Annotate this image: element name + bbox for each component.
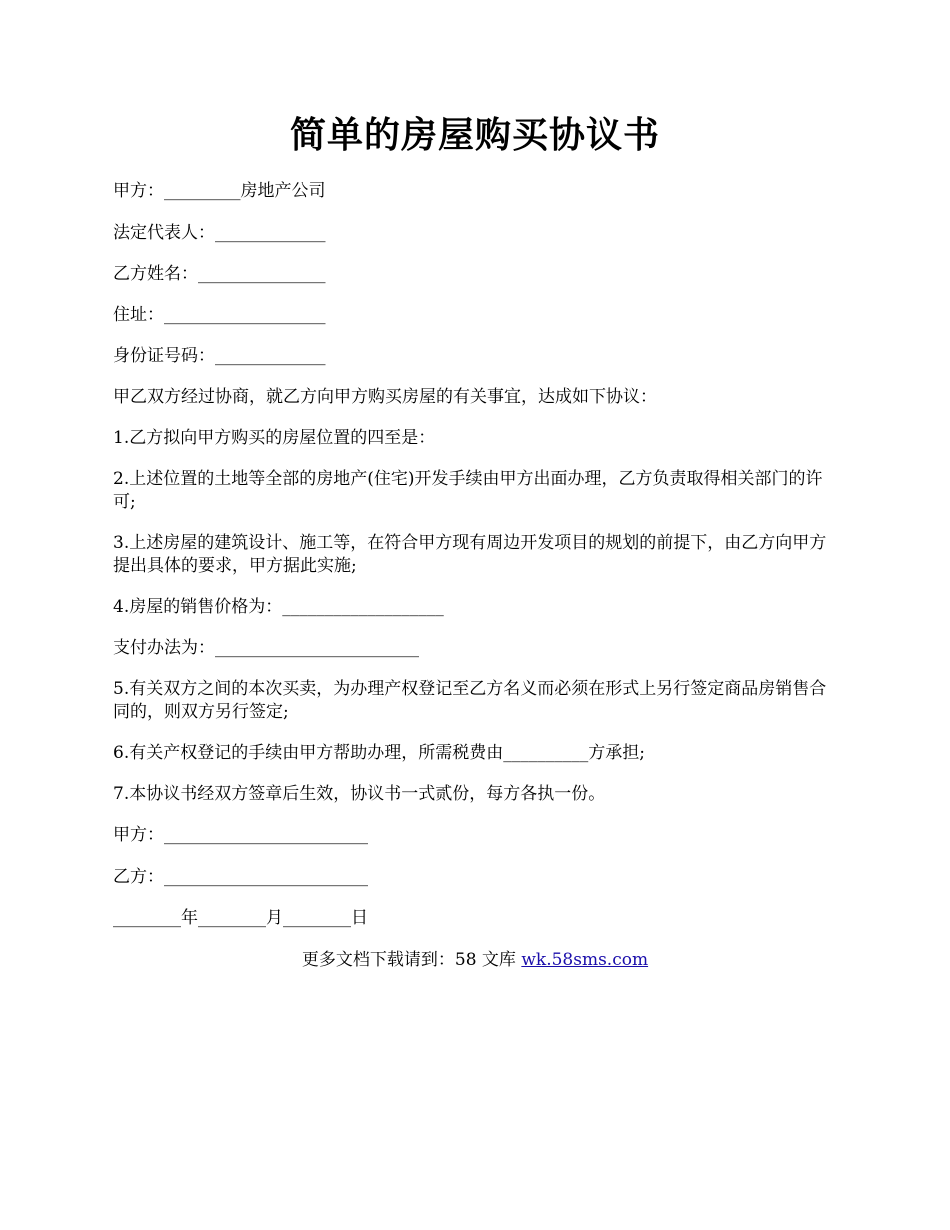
id-number-line: 身份证号码：_____________	[113, 346, 326, 366]
footer	[0, 949, 950, 972]
clause-1: 1.乙方拟向甲方购买的房屋位置的四至是：	[113, 428, 436, 448]
address-line: 住址：___________________	[113, 305, 326, 325]
clause-2: 2.上述位置的土地等全部的房地产(住宅)开发手续由甲方出面办理，乙方负责取得相关部门的许可;	[113, 469, 823, 512]
clause-5: 5.有关双方之间的本次买卖，为办理产权登记至乙方名义而必须在形式上另行签定商品房销售合同的，则双方另行签定;	[113, 679, 827, 722]
footer-link[interactable]: wk.58sms.com	[521, 950, 649, 970]
clause-4: 4.房屋的销售价格为：___________________	[113, 597, 444, 617]
date-line: ________年________月________日	[113, 908, 368, 928]
party-a-line: 甲方：_________房地产公司	[113, 181, 326, 201]
legal-representative-line: 法定代表人：_____________	[113, 223, 326, 243]
party-b-name-line: 乙方姓名：_______________	[113, 264, 326, 284]
signature-party-b: 乙方：________________________	[113, 867, 368, 887]
footer-text: 更多文档下载请到：58 文库	[301, 950, 522, 970]
document-title: 简单的房屋购买协议书	[289, 114, 660, 156]
signature-party-a: 甲方：________________________	[113, 825, 368, 845]
intro-paragraph: 甲乙双方经过协商，就乙方向甲方购买房屋的有关事宜，达成如下协议：	[113, 387, 657, 407]
clause-3: 3.上述房屋的建筑设计、施工等，在符合甲方现有周边开发项目的规划的前提下，由乙方向甲方提出具体的要求，甲方据此实施;	[113, 533, 827, 576]
clause-7: 7.本协议书经双方签章后生效，协议书一式贰份，每方各执一份。	[113, 784, 606, 804]
clause-6: 6.有关产权登记的手续由甲方帮助办理，所需税费由__________方承担;	[113, 743, 645, 763]
payment-method-line: 支付办法为：________________________	[113, 638, 419, 658]
